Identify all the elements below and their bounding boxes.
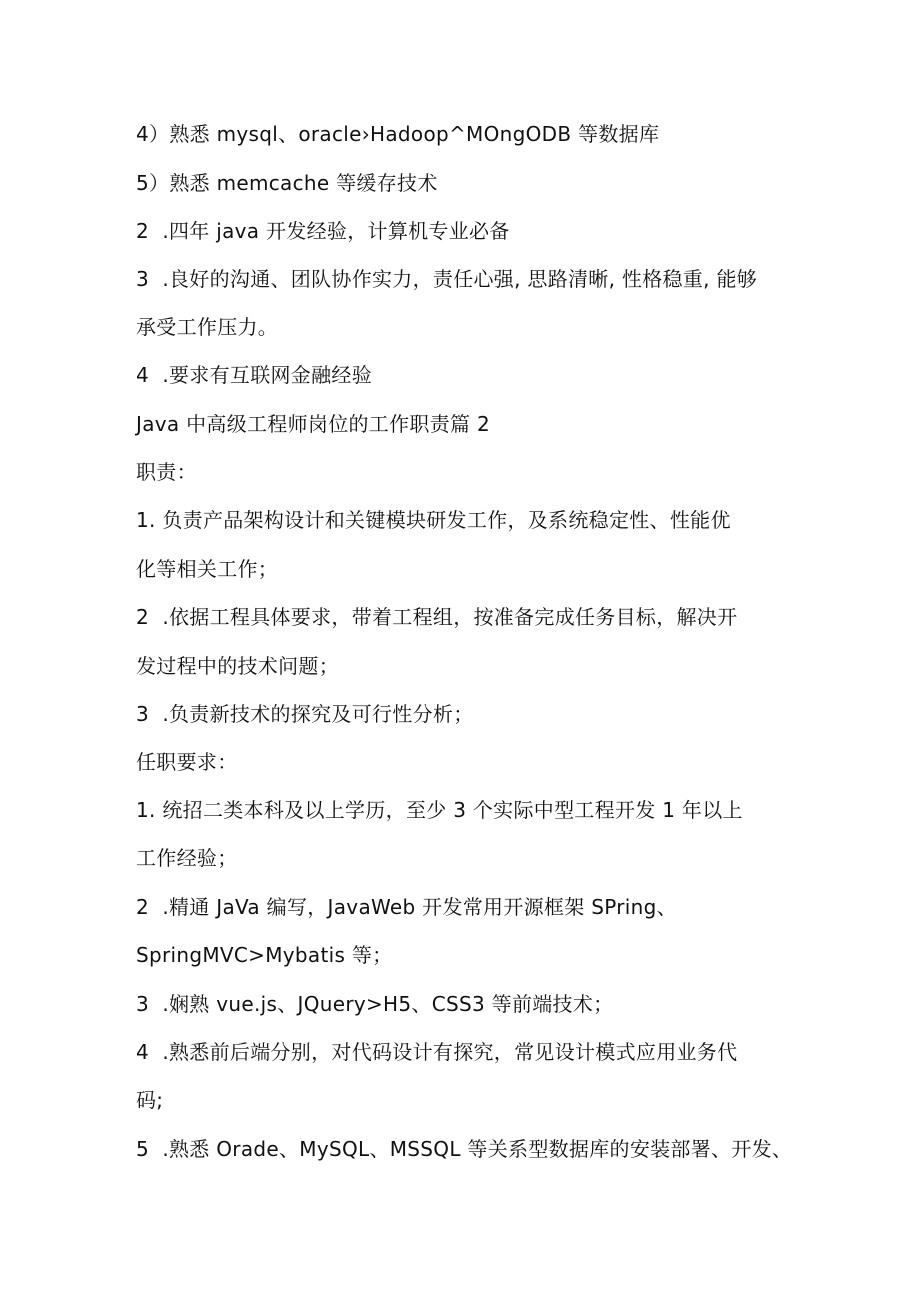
text-line-13: 3 .负责新技术的探究及可行性分析； xyxy=(136,702,474,726)
section-heading: Java 中高级工程师岗位的工作职责篇 2 xyxy=(136,412,490,436)
text-line-22: 5 .熟悉 Orade、MySQL、MSSQL 等关系型数据库的安装部署、开发、 xyxy=(136,1137,793,1161)
text-line-9: 1. 负责产品架构设计和关键模块研发工作，及系统稳定性、性能优 xyxy=(136,508,731,532)
text-line-11: 2 .依据工程具体要求，带着工程组，按准备完成任务目标，解决开 xyxy=(136,605,738,629)
text-line-2: 5）熟悉 memcache 等缓存技术 xyxy=(136,171,438,195)
text-line-1: 4）熟悉 mysql、oracle›Hadoop^MOngODB 等数据库 xyxy=(136,122,660,146)
text-line-17: 2 .精通 JaVa 编写，JavaWeb 开发常用开源框架 SPring、 xyxy=(136,895,677,919)
text-line-3: 2 .四年 java 开发经验，计算机专业必备 xyxy=(136,219,510,243)
text-line-21: 码; xyxy=(136,1088,164,1112)
text-line-16: 工作经验； xyxy=(136,846,238,870)
text-line-4: 3 .良好的沟通、团队协作实力，责任心强, 思路清晰, 性格稳重, 能够 xyxy=(136,267,758,291)
text-line-12: 发过程中的技术问题； xyxy=(136,654,339,678)
text-line-20: 4 .熟悉前后端分别，对代码设计有探究，常见设计模式应用业务代 xyxy=(136,1040,738,1064)
text-line-8: 职责： xyxy=(136,460,197,484)
text-line-5: 承受工作压力。 xyxy=(136,315,279,339)
text-line-15: 1. 统招二类本科及以上学历，至少 3 个实际中型工程开发 1 年以上 xyxy=(136,798,743,822)
text-line-18: SpringMVC>Mybatis 等； xyxy=(136,943,393,967)
text-line-10: 化等相关工作； xyxy=(136,557,279,581)
text-line-14: 任职要求： xyxy=(136,750,238,774)
text-line-19: 3 .娴熟 vue.js、JQuery>H5、CSS3 等前端技术； xyxy=(136,992,614,1016)
text-line-6: 4 .要求有互联网金融经验 xyxy=(136,363,372,387)
